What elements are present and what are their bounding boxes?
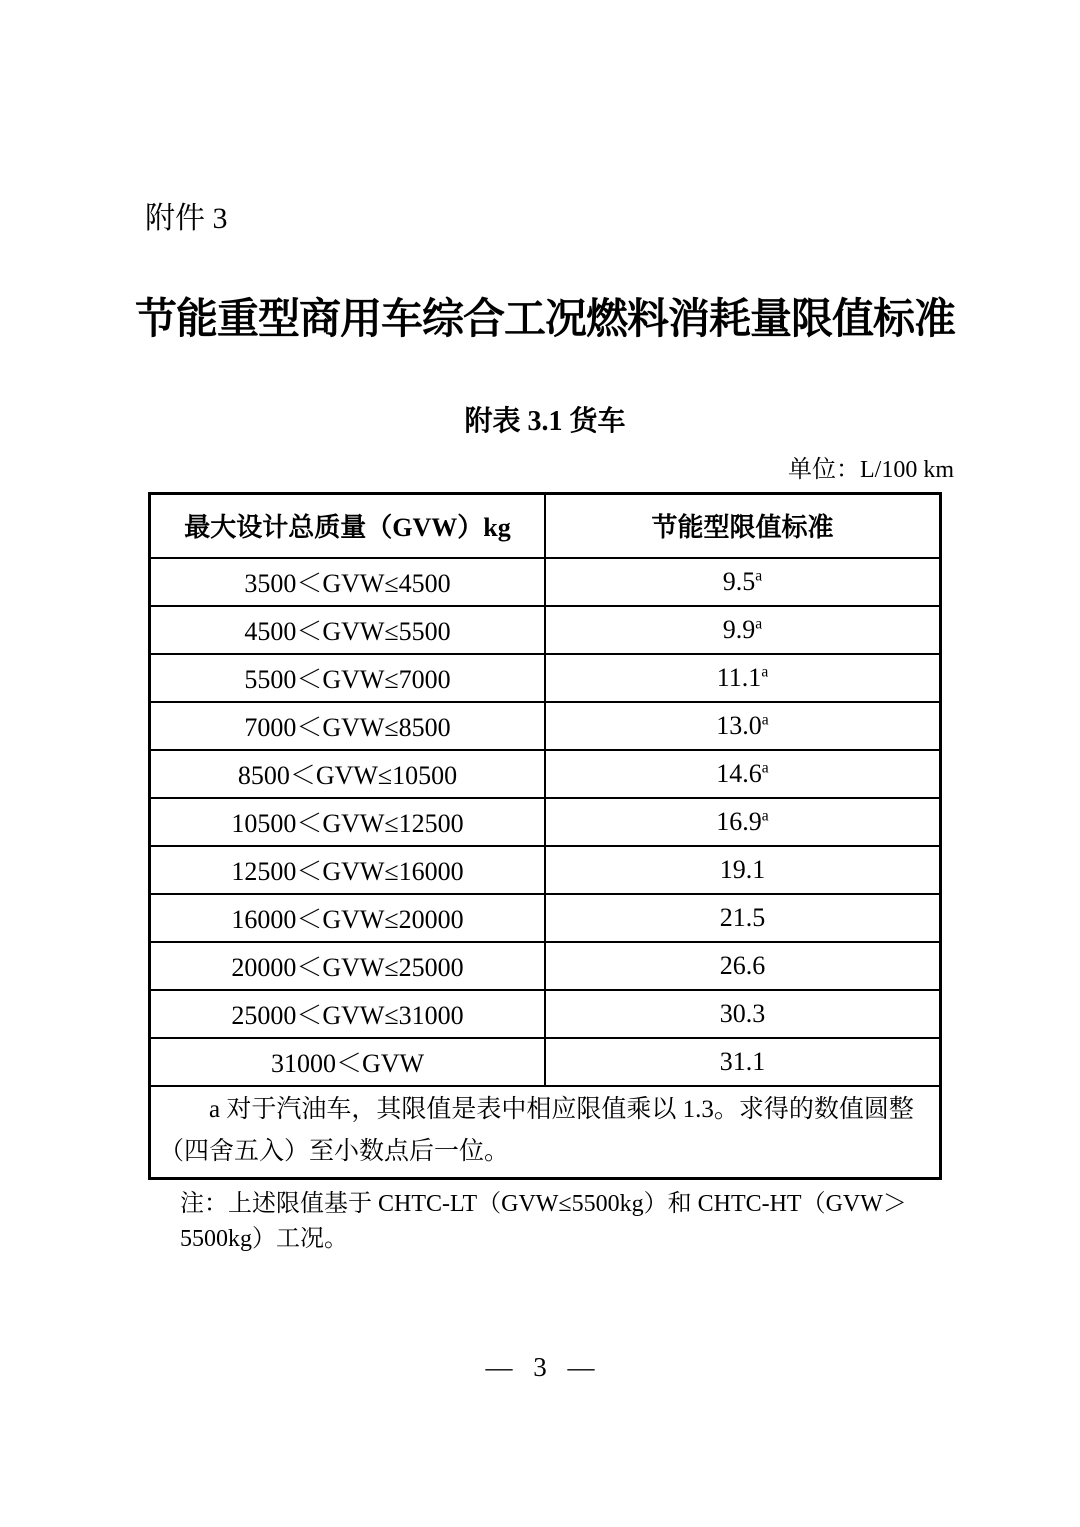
gvw-range-cell: 25000＜GVW≤31000	[150, 990, 546, 1038]
limit-value-cell: 9.9$^a$	[545, 606, 941, 654]
table-row	[150, 558, 941, 606]
table-header-row	[150, 494, 941, 558]
table-row	[150, 942, 941, 990]
footnote-marker: a	[761, 710, 769, 728]
column-header-gvw: 最大设计总质量（GVW）kg	[150, 494, 546, 558]
footnote-marker: a	[755, 614, 763, 632]
table-row	[150, 990, 941, 1038]
table-caption: 附表 3.1 货车	[464, 406, 626, 437]
gvw-range-cell: 4500＜GVW≤5500	[150, 606, 546, 654]
table-footnote: a 对于汽油车，其限值是表中相应限值乘以 1.3。求得的数值圆整（四舍五入）至小数点后一位。	[150, 1086, 941, 1179]
table-row	[150, 798, 941, 846]
gvw-range-cell: 31000＜GVW	[150, 1038, 546, 1086]
attachment-label: 附件 3	[145, 202, 228, 235]
table-row	[150, 846, 941, 894]
limit-value-cell: 19.1	[545, 846, 941, 894]
note-text: 注：上述限值基于 CHTC-LT（GVW≤5500kg）和 CHTC-HT（GVW＞5500kg）工况。	[180, 1191, 907, 1252]
limit-value-cell: 11.1$^a$	[545, 654, 941, 702]
table-row	[150, 654, 941, 702]
gvw-range-cell: 12500＜GVW≤16000	[150, 846, 546, 894]
limit-value-cell: 16.9$^a$	[545, 798, 941, 846]
column-header-limit: 节能型限值标准	[545, 494, 941, 558]
table-row	[150, 606, 941, 654]
document-title: 节能重型商用车综合工况燃料消耗量限值标准	[134, 297, 955, 343]
gvw-range-cell: 7000＜GVW≤8500	[150, 702, 546, 750]
gvw-range-cell: 8500＜GVW≤10500	[150, 750, 546, 798]
footnote-marker: a	[755, 566, 763, 584]
gvw-range-cell: 20000＜GVW≤25000	[150, 942, 546, 990]
limit-value-cell: 26.6	[545, 942, 941, 990]
limit-value-cell: 30.3	[545, 990, 941, 1038]
table-row	[150, 702, 941, 750]
gvw-range-cell: 10500＜GVW≤12500	[150, 798, 546, 846]
limit-value-cell: 21.5	[545, 894, 941, 942]
limit-value-cell: 13.0$^a$	[545, 702, 941, 750]
unit-label: 单位：L/100 km	[788, 457, 954, 483]
table-row	[150, 1038, 941, 1086]
fuel-consumption-limit-table	[148, 492, 942, 1180]
limit-value-cell: 14.6$^a$	[545, 750, 941, 798]
gvw-range-cell: 3500＜GVW≤4500	[150, 558, 546, 606]
table-row	[150, 750, 941, 798]
footnote-marker: a	[761, 758, 769, 776]
footnote-marker: a	[761, 662, 769, 680]
limit-value-cell: 31.1	[545, 1038, 941, 1086]
table-row	[150, 894, 941, 942]
table-footnote-row	[150, 1086, 941, 1179]
page-number: — 3 —	[485, 1352, 595, 1382]
limit-value-cell: 9.5$^a$	[545, 558, 941, 606]
gvw-range-cell: 16000＜GVW≤20000	[150, 894, 546, 942]
gvw-range-cell: 5500＜GVW≤7000	[150, 654, 546, 702]
footnote-marker: a	[761, 806, 769, 824]
